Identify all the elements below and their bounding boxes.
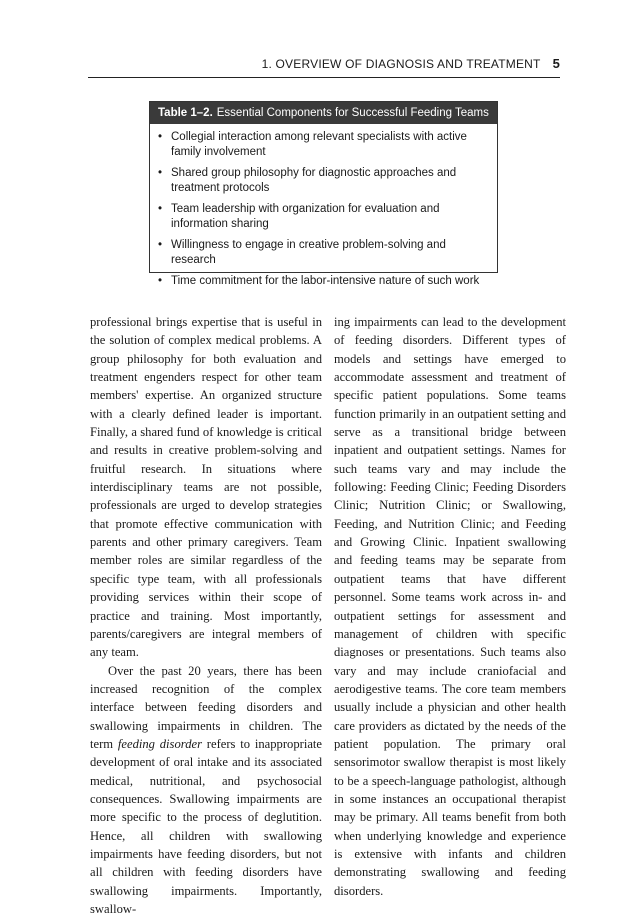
chapter-title: 1. OVERVIEW OF DIAGNOSIS AND TREATMENT <box>261 57 541 71</box>
table-1-2 <box>149 101 498 287</box>
table-item: • Team leadership with organization for evaluation and information sharing <box>158 203 440 230</box>
page-number: 5 <box>552 56 560 71</box>
term-feeding-disorder: feeding disorder <box>117 736 202 751</box>
bullet-icon: • <box>158 131 163 143</box>
bullet-icon: • <box>158 275 163 287</box>
bullet-icon: • <box>158 239 163 251</box>
table-item: • Collegial interaction among relevant specialists with active family involvement <box>158 131 467 158</box>
bullet-icon: • <box>158 203 163 215</box>
table-title <box>150 102 497 124</box>
table-item: • Willingness to engage in creative problem-solving and research <box>158 239 446 266</box>
table-item: • Time commitment for the labor-intensive nature of such work <box>158 275 480 287</box>
table-label: Table 1–2. <box>158 107 213 119</box>
bullet-icon: • <box>158 167 163 179</box>
body-paragraph: ing impairments can lead to the development of feeding disorders. Different types of models and settings have emerged to accommodate assessment and treatment of specific patient populations. Some teams function primarily in an outpatient setting and serve as a transitional bridge between inpatient and outpatient settings. Names for such teams vary and may include the following: Feeding Clinic; Feeding Disorders Clinic; Nutrition Clinic; or Swallowing, Feeding, and Nutrition Clinic; and Feeding and Growing Clinic. Inpatient swallowing and feeding teams may be separate from outpatient teams that have different personnel. Some teams work across in- and outpatient settings for assessment and management of children with specific diagnoses or presentations. Such teams also vary and may include craniofacial and aerodigestive teams. The core team members usually include a physician and other health care providers as dictated by the needs of the patient population. The primary oral sensorimotor swallow therapist is most likely to be a speech-language pathologist, although in some instances an occupational therapist may be primary. All teams benefit from both when underlying knowledge and experience is extensive with infants and children demonstrating swallowing and feeding disorders. <box>334 315 566 898</box>
body-paragraph: professional brings expertise that is useful in the solution of complex medical problems. A group philosophy for both evaluation and treatment engenders respect for other team members' expertise. An organized structure with a clearly defined leader is important. Finally, a shared fund of knowledge is critical and results in creative problem-solving and fruitful research. In situations where interdisciplinary teams are not possible, professionals are urged to develop strategies that promote effective communication with parents and other primary caregivers. Team member roles are similar regardless of the specific type team, with all professionals providing services within their scope of practice and training. Most importantly, parents/caregivers are integral members of any team. <box>90 315 322 660</box>
body-column-left <box>90 313 322 918</box>
body-column-right <box>334 313 566 900</box>
table-item-list <box>150 124 497 289</box>
body-paragraph: Over the past 20 years, there has been increased recognition of the complex interface between feeding disorders and swallowing impairments in children. The term feeding disorder refers to inappropriate development of oral intake and its associated medical, nutritional, and psychosocial consequences. Swallowing impairments are more specific to the process of deglutition. Hence, all children with swallowing impairments have feeding disorders, but not all children with feeding disorders have swallowing impairments. Importantly, swallow- <box>90 663 322 916</box>
running-head <box>88 56 560 71</box>
table-item: • Shared group philosophy for diagnostic approaches and treatment protocols <box>158 167 457 194</box>
header-rule <box>88 77 560 78</box>
table-caption: Essential Components for Successful Feeding Teams <box>216 107 489 119</box>
